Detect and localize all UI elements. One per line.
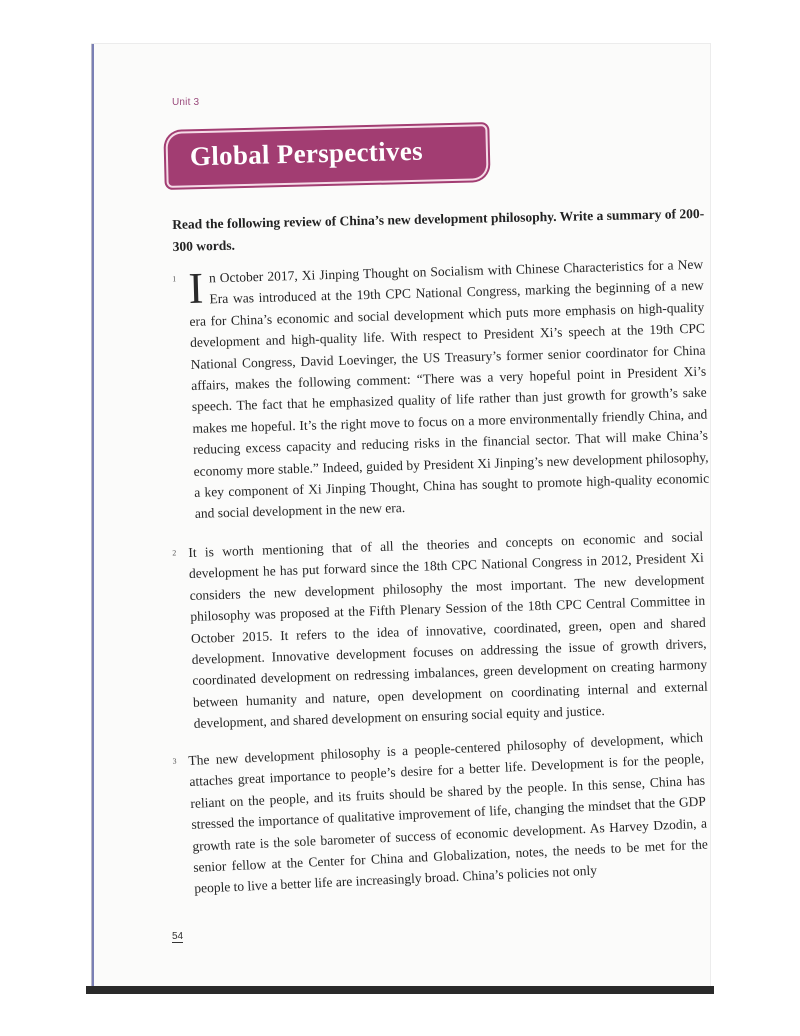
paragraph-1 — [172, 254, 710, 525]
paragraph-2 — [172, 526, 709, 735]
drop-cap: I — [187, 263, 204, 313]
paragraph-text: The new development philosophy is a people-centered philosophy of development, which attaches great importance to people’s desire for a better life. Development is for the people, reliant on the people, and its fruits should be shared by the people. In this sense, China has stressed the importance of qualitative improvement of life, changing the mindset that the GDP growth rate is the sole barometer of success of economic development. As Harvey Dzodin, a senior fellow at the Center for China and Globalization, notes, the needs to be met for the people to live a better life are increasingly broad. China’s policies not only — [188, 729, 709, 897]
paragraph-text: n October 2017, Xi Jinping Thought on Socialism with Chinese Characteristics for a New Era was introduced at the 19th CPC National Congress, marking the beginning of a new era for China’s economic and social development which puts more emphasis on high-quality development and high-quality life. With respect to President Xi’s speech at the 19th CPC National Congress, David Loevinger, the US Treasury’s former senior coordinator for China affairs, makes the following comment: “There was a very hopeful point in President Xi’s speech. The fact that he emphasized quality of life rather than just growth for growth’s sake makes me hopeful. It’s the right move to focus on a more environmentally friendly China, and reducing excess capacity and reducing risks in the financial sector. That will make China’s economy more stable.” Indeed, guided by President Xi Jinping’s new development philosophy, a key component of Xi Jinping Thought, China has sought to promote high-quality economic and social development in the new era. — [189, 256, 710, 522]
page-title: Global Perspectives — [189, 135, 424, 172]
textbook-page — [92, 44, 710, 990]
paragraph-number: 1 — [172, 274, 177, 284]
paragraph-number: 2 — [172, 548, 177, 558]
paragraph-3 — [172, 727, 709, 900]
page-bottom-edge — [86, 986, 714, 994]
unit-label: Unit 3 — [172, 97, 200, 108]
page-spine-line — [92, 44, 94, 990]
paragraph-number: 3 — [172, 756, 177, 766]
exercise-instruction: Read the following review of China’s new development philosophy. Write a summary of 200-300 words. — [172, 205, 705, 254]
page-number: 54 — [172, 931, 184, 942]
paragraph-text: It is worth mentioning that of all the theories and concepts on economic and social development he has put forward since the 18th CPC National Congress in 2012, President Xi considers the new development philosophy the most important. The new development philosophy was proposed at the Fifth Plenary Session of the 18th CPC Central Committee in October 2015. It refers to the idea of innovative, coordinated, green, open and shared development. Innovative development focuses on addressing the issue of growth drivers, coordinated development on redressing imbalances, green development on creating harmony between humanity and nature, open development on coordinating internal and external development, and shared development on ensuring social equity and justice. — [188, 528, 709, 732]
section-title-banner — [167, 126, 486, 186]
